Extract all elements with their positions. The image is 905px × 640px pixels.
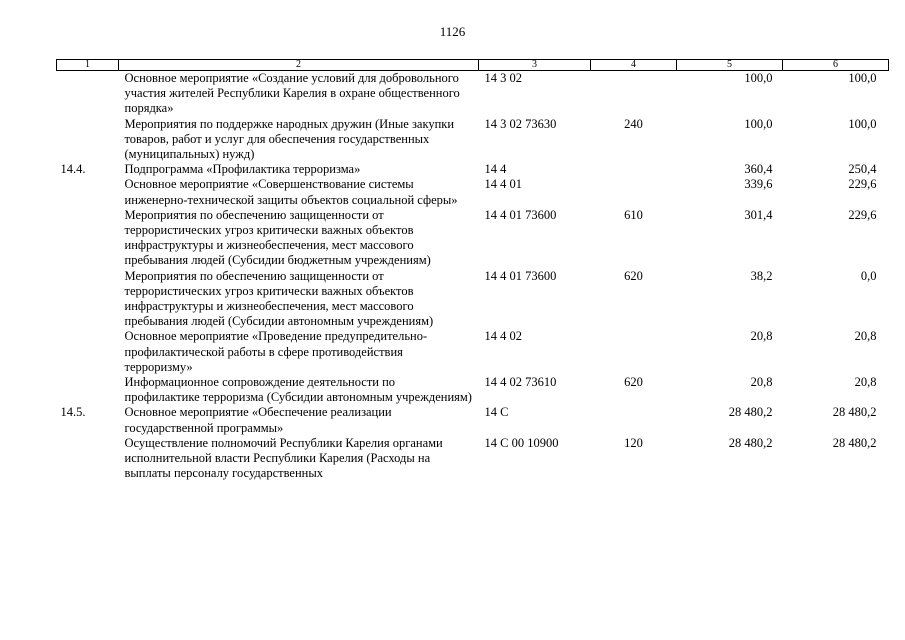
row-amount-col5: 28 480,2: [728, 405, 773, 420]
row-number: 14.4.: [60, 162, 86, 177]
row-amount-col6: 100,0: [848, 116, 877, 131]
row-expense-type: 620: [624, 268, 643, 283]
row-amount-col5: 20,8: [750, 375, 773, 390]
row-name: Мероприятия по обеспечению защищенности от террористических угроз критически важных объектов инфраструктуры и жизнеобеспечения, мест массового пребывания людей (Субсидии автономным учреждениям): [124, 268, 434, 329]
row-code: 14 4 02: [484, 329, 522, 344]
page-number: 1126: [439, 24, 466, 39]
row-code: 14 3 02: [484, 71, 522, 85]
table-row: [57, 177, 889, 207]
row-expense-type: 120: [624, 435, 643, 450]
header-col-3: 3: [479, 60, 591, 71]
row-amount-col5: 339,6: [744, 177, 773, 192]
row-amount-col6: 28 480,2: [832, 435, 877, 450]
row-amount-col6: 0,0: [860, 268, 877, 283]
row-code: 14 4 02 73610: [484, 375, 557, 390]
row-code: 14 4 01 73600: [484, 268, 557, 283]
row-number: [57, 375, 119, 405]
row-code: 14 3 02 73630: [484, 116, 557, 131]
row-expense-type: [591, 71, 677, 117]
row-expense-type: 610: [624, 207, 643, 222]
table-row: [57, 329, 889, 375]
row-code: 14 С 00 10900: [484, 435, 559, 450]
row-number: 14.5.: [60, 405, 86, 420]
table-row: [57, 405, 889, 435]
table-body: [57, 71, 889, 482]
header-col-6: 6: [783, 60, 889, 71]
row-name: Подпрограмма «Профилактика терроризма»: [124, 162, 361, 177]
row-amount-col5: 38,2: [750, 268, 773, 283]
table-row: [57, 269, 889, 330]
row-expense-type: [591, 405, 677, 435]
header-col-4: 4: [591, 60, 677, 71]
table-row: [57, 162, 889, 177]
row-expense-type: [591, 162, 677, 177]
row-number: [57, 208, 119, 269]
row-name: Основное мероприятие «Проведение предупредительно-профилактической работы в сфере противодействия терроризму»: [124, 329, 428, 374]
row-name: Основное мероприятие «Обеспечение реализации государственной программы»: [124, 405, 392, 435]
row-amount-col6: 28 480,2: [832, 405, 877, 420]
row-amount-col6: 229,6: [848, 207, 877, 222]
header-col-1: 1: [57, 60, 119, 71]
row-amount-col5: 301,4: [744, 207, 773, 222]
table-row: [57, 375, 889, 405]
row-name: Основное мероприятие «Совершенствование системы инженерно-технической защиты объектов социальной сферы»: [124, 177, 458, 207]
budget-table: [56, 59, 889, 481]
row-amount-col6: 20,8: [854, 329, 877, 344]
header-col-2: 2: [119, 60, 479, 71]
header-col-5: 5: [677, 60, 783, 71]
row-amount-col6: 20,8: [854, 375, 877, 390]
row-code: 14 С: [484, 405, 509, 420]
row-expense-type: [591, 329, 677, 375]
table-row: [57, 71, 889, 117]
row-name: Основное мероприятие «Создание условий для добровольного участия жителей Республики Карелия в охране общественного порядка»: [124, 71, 460, 116]
row-code: 14 4 01 73600: [484, 207, 557, 222]
row-expense-type: 620: [624, 375, 643, 390]
row-code: 14 4 01: [484, 177, 522, 192]
row-amount-col5: 100,0: [744, 71, 773, 85]
row-name: Мероприятия по обеспечению защищенности от террористических угроз критически важных объектов инфраструктуры и жизнеобеспечения, мест массового пребывания людей (Субсидии бюджетным учреждениям): [124, 207, 431, 268]
row-amount-col6: 100,0: [848, 71, 877, 85]
row-expense-type: [591, 177, 677, 207]
row-number: [57, 177, 119, 207]
row-name: Мероприятия по поддержке народных дружин (Иные закупки товаров, работ и услуг для обеспечения государственных (муниципальных) нужд): [124, 116, 455, 162]
row-amount-col6: 229,6: [848, 177, 877, 192]
row-name: Информационное сопровождение деятельности по профилактике терроризма (Субсидии автономным учреждениям): [124, 375, 472, 405]
row-expense-type: 240: [624, 116, 643, 131]
row-amount-col5: 20,8: [750, 329, 773, 344]
row-amount-col5: 28 480,2: [728, 435, 773, 450]
row-number: [57, 269, 119, 330]
row-amount-col6: 250,4: [848, 162, 877, 177]
table-row: [57, 117, 889, 163]
row-number: [57, 71, 119, 117]
table-row: [57, 436, 889, 482]
row-code: 14 4: [484, 162, 507, 177]
row-amount-col5: 360,4: [744, 162, 773, 177]
row-number: [57, 436, 119, 482]
row-number: [57, 329, 119, 375]
header-row: [57, 60, 889, 71]
table-header: [57, 60, 889, 71]
row-number: [57, 117, 119, 163]
row-name: Осуществление полномочий Республики Карелия органами исполнительной власти Республики Карелия (Расходы на выплаты персоналу государственных: [124, 435, 443, 481]
table-row: [57, 208, 889, 269]
row-amount-col5: 100,0: [744, 116, 773, 131]
